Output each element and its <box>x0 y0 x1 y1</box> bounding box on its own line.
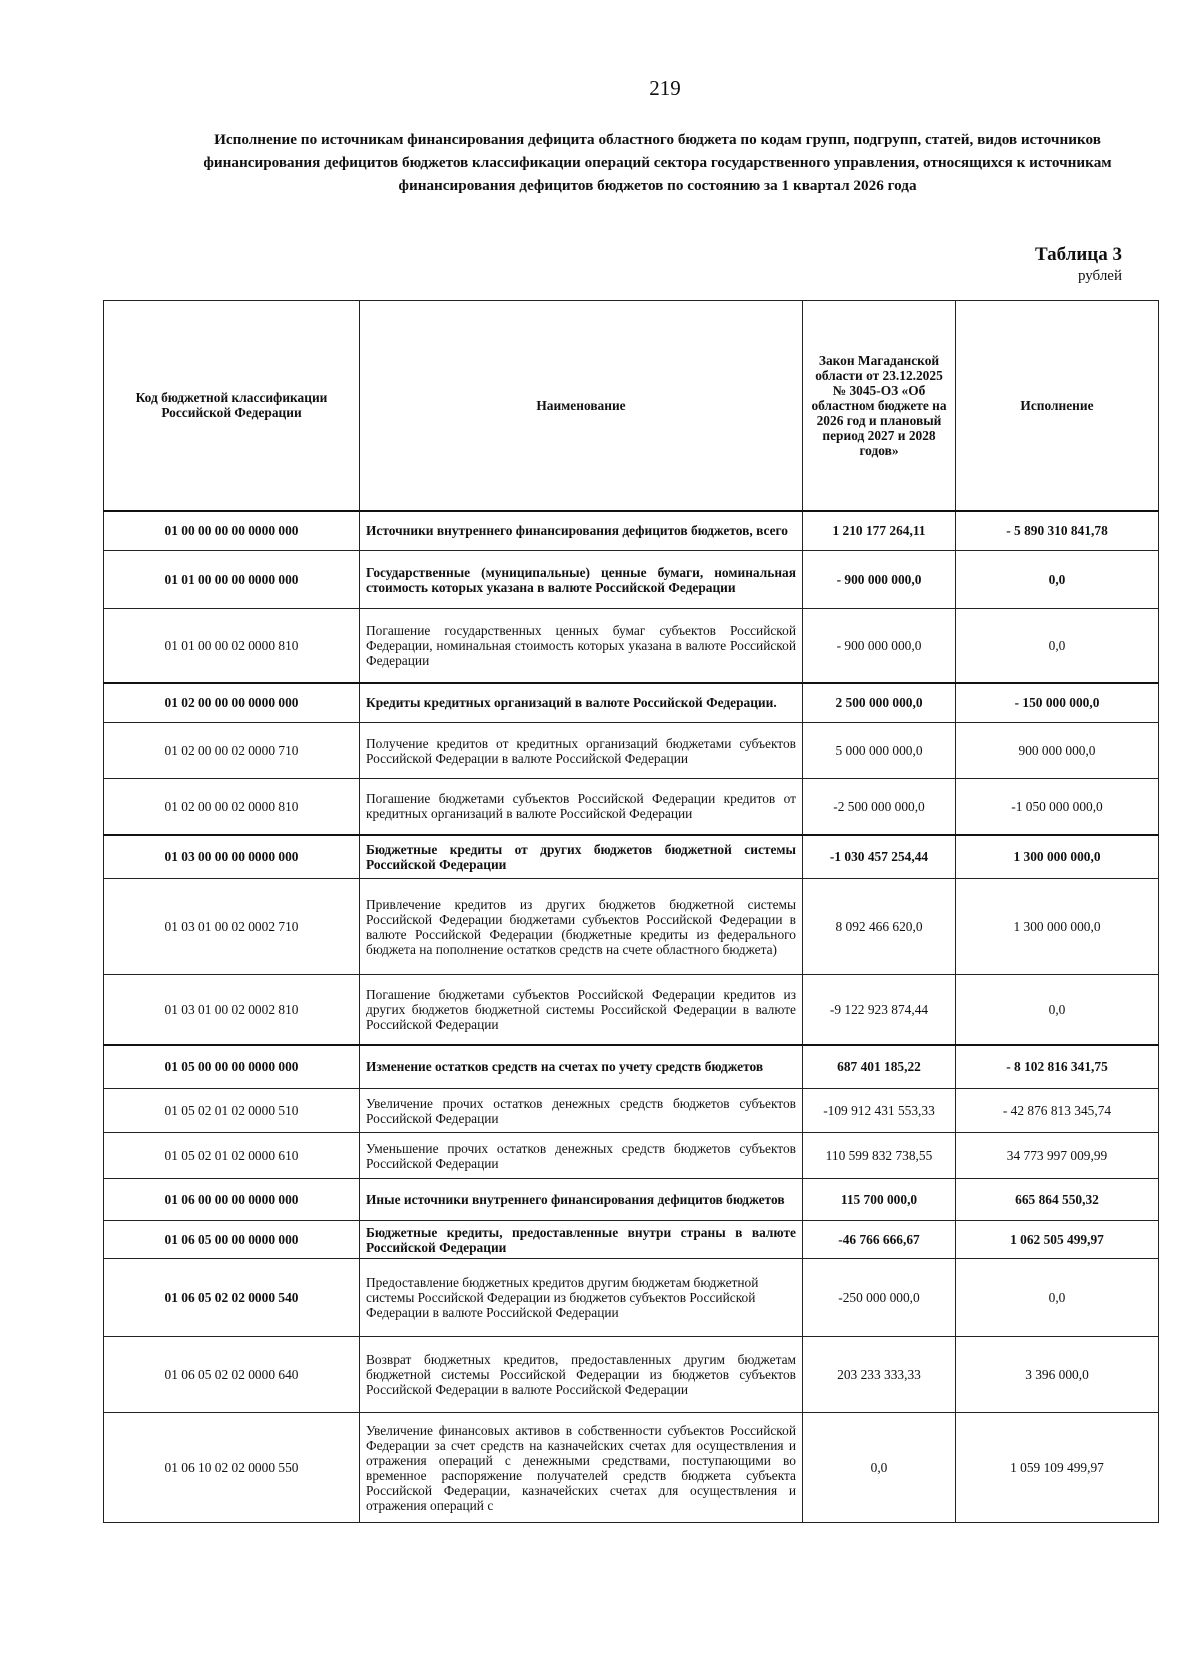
table-row <box>104 975 1159 1045</box>
row-code: 01 00 00 00 00 0000 000 <box>104 511 360 551</box>
row-law-value: -46 766 666,67 <box>803 1221 956 1259</box>
units-label: рублей <box>1077 268 1122 284</box>
row-name: Увеличение финансовых активов в собственности субъектов Российской Федерации за счет средств на казначейских счетах для осуществления и отражения операций с денежными средствами, поступающими во временное распоряжение получателей средств бюджета субъекта Российской Федерации, казначейских счетах для осуществления и отражения операций с <box>360 1413 803 1523</box>
table-row <box>104 1179 1159 1221</box>
row-name: Возврат бюджетных кредитов, предоставленных другим бюджетам бюджетной системы Российской Федерации из бюджетов субъектов Российской Федерации в валюте Российской Федерации <box>360 1337 803 1413</box>
table-row <box>104 551 1159 609</box>
row-law-value: - 900 000 000,0 <box>803 609 956 683</box>
table-row <box>104 835 1159 879</box>
row-name: Иные источники внутреннего финансирования дефицитов бюджетов <box>360 1179 803 1221</box>
row-name: Бюджетные кредиты, предоставленные внутри страны в валюте Российской Федерации <box>360 1221 803 1259</box>
table-row <box>104 683 1159 723</box>
table-row <box>104 1259 1159 1337</box>
row-code: 01 02 00 00 02 0000 810 <box>104 779 360 835</box>
table-row <box>104 1221 1159 1259</box>
document-title: Исполнение по источникам финансирования дефицита областного бюджета по кодам групп, подгрупп, статей, видов источников финансирования дефицитов бюджетов классификации операций сектора государственного управления, относящихся к источникам финансирования дефицитов бюджетов по состоянию за 1 квартал 2026 года <box>203 131 1112 194</box>
row-code: 01 06 05 02 02 0000 540 <box>104 1259 360 1337</box>
row-execution-value: - 42 876 813 345,74 <box>956 1089 1159 1133</box>
row-code: 01 02 00 00 00 0000 000 <box>104 683 360 723</box>
table-header-row <box>104 301 1159 511</box>
table-row <box>104 1413 1159 1523</box>
row-execution-value: - 5 890 310 841,78 <box>956 511 1159 551</box>
row-name: Государственные (муниципальные) ценные бумаги, номинальная стоимость которых указана в валюте Российской Федерации <box>360 551 803 609</box>
row-code: 01 06 05 00 00 0000 000 <box>104 1221 360 1259</box>
table-row <box>104 1133 1159 1179</box>
header-execution: Исполнение <box>956 301 1159 511</box>
row-law-value: 203 233 333,33 <box>803 1337 956 1413</box>
row-law-value: 110 599 832 738,55 <box>803 1133 956 1179</box>
row-code: 01 03 00 00 00 0000 000 <box>104 835 360 879</box>
row-execution-value: 1 300 000 000,0 <box>956 879 1159 975</box>
row-code: 01 01 00 00 02 0000 810 <box>104 609 360 683</box>
row-code: 01 06 05 02 02 0000 640 <box>104 1337 360 1413</box>
row-execution-value: 0,0 <box>956 1259 1159 1337</box>
table-row <box>104 1045 1159 1089</box>
row-execution-value: -1 050 000 000,0 <box>956 779 1159 835</box>
row-code: 01 05 02 01 02 0000 510 <box>104 1089 360 1133</box>
financing-sources-table <box>103 300 1159 1523</box>
row-name: Погашение бюджетами субъектов Российской Федерации кредитов из других бюджетов бюджетной системы Российской Федерации в валюте Российской Федерации <box>360 975 803 1045</box>
header-law: Закон Магаданской области от 23.12.2025 № 3045-ОЗ «Об областном бюджете на 2026 год и плановый период 2027 и 2028 годов» <box>803 301 956 511</box>
row-law-value: 115 700 000,0 <box>803 1179 956 1221</box>
row-law-value: 8 092 466 620,0 <box>803 879 956 975</box>
row-name: Привлечение кредитов из других бюджетов бюджетной системы Российской Федерации бюджетами субъектов Российской Федерации в валюте Российской Федерации (бюджетные кредиты из федерального бюджета на пополнение остатков средств на счете областного бюджета) <box>360 879 803 975</box>
row-code: 01 03 01 00 02 0002 810 <box>104 975 360 1045</box>
table-row <box>104 779 1159 835</box>
table-row <box>104 723 1159 779</box>
row-code: 01 03 01 00 02 0002 710 <box>104 879 360 975</box>
table-row <box>104 609 1159 683</box>
table-label: Таблица 3 <box>1034 244 1122 265</box>
row-code: 01 06 10 02 02 0000 550 <box>104 1413 360 1523</box>
row-name: Бюджетные кредиты от других бюджетов бюджетной системы Российской Федерации <box>360 835 803 879</box>
row-execution-value: - 8 102 816 341,75 <box>956 1045 1159 1089</box>
row-law-value: 2 500 000 000,0 <box>803 683 956 723</box>
row-execution-value: 34 773 997 009,99 <box>956 1133 1159 1179</box>
row-law-value: 1 210 177 264,11 <box>803 511 956 551</box>
table-row <box>104 511 1159 551</box>
page-number: 219 <box>649 76 681 100</box>
header-name: Наименование <box>360 301 803 511</box>
row-code: 01 01 00 00 00 0000 000 <box>104 551 360 609</box>
row-execution-value: 1 300 000 000,0 <box>956 835 1159 879</box>
row-execution-value: 1 062 505 499,97 <box>956 1221 1159 1259</box>
table-row <box>104 1337 1159 1413</box>
row-name: Увеличение прочих остатков денежных средств бюджетов субъектов Российской Федерации <box>360 1089 803 1133</box>
row-execution-value: 0,0 <box>956 609 1159 683</box>
row-law-value: 0,0 <box>803 1413 956 1523</box>
row-execution-value: 665 864 550,32 <box>956 1179 1159 1221</box>
row-law-value: -9 122 923 874,44 <box>803 975 956 1045</box>
row-name: Погашение бюджетами субъектов Российской Федерации кредитов от кредитных организаций в валюте Российской Федерации <box>360 779 803 835</box>
row-execution-value: 900 000 000,0 <box>956 723 1159 779</box>
table-row <box>104 879 1159 975</box>
row-law-value: -1 030 457 254,44 <box>803 835 956 879</box>
row-execution-value: - 150 000 000,0 <box>956 683 1159 723</box>
row-name: Кредиты кредитных организаций в валюте Российской Федерации. <box>360 683 803 723</box>
row-code: 01 05 02 01 02 0000 610 <box>104 1133 360 1179</box>
row-law-value: -250 000 000,0 <box>803 1259 956 1337</box>
row-law-value: - 900 000 000,0 <box>803 551 956 609</box>
row-execution-value: 3 396 000,0 <box>956 1337 1159 1413</box>
row-code: 01 02 00 00 02 0000 710 <box>104 723 360 779</box>
row-law-value: 5 000 000 000,0 <box>803 723 956 779</box>
row-code: 01 06 00 00 00 0000 000 <box>104 1179 360 1221</box>
table-row <box>104 1089 1159 1133</box>
row-law-value: -2 500 000 000,0 <box>803 779 956 835</box>
row-name: Погашение государственных ценных бумаг субъектов Российской Федерации, номинальная стоимость которых указана в валюте Российской Федерации <box>360 609 803 683</box>
row-execution-value: 0,0 <box>956 975 1159 1045</box>
row-execution-value: 1 059 109 499,97 <box>956 1413 1159 1523</box>
row-execution-value: 0,0 <box>956 551 1159 609</box>
row-name: Уменьшение прочих остатков денежных средств бюджетов субъектов Российской Федерации <box>360 1133 803 1179</box>
header-code: Код бюджетной классификации Российской Федерации <box>104 301 360 511</box>
row-law-value: 687 401 185,22 <box>803 1045 956 1089</box>
row-law-value: -109 912 431 553,33 <box>803 1089 956 1133</box>
row-name: Изменение остатков средств на счетах по учету средств бюджетов <box>360 1045 803 1089</box>
row-name: Предоставление бюджетных кредитов другим бюджетам бюджетной системы Российской Федерации из бюджетов субъектов Российской Федерации в валюте Российской Федерации <box>360 1259 803 1337</box>
row-name: Получение кредитов от кредитных организаций бюджетами субъектов Российской Федерации в валюте Российской Федерации <box>360 723 803 779</box>
row-code: 01 05 00 00 00 0000 000 <box>104 1045 360 1089</box>
row-name: Источники внутреннего финансирования дефицитов бюджетов, всего <box>360 511 803 551</box>
